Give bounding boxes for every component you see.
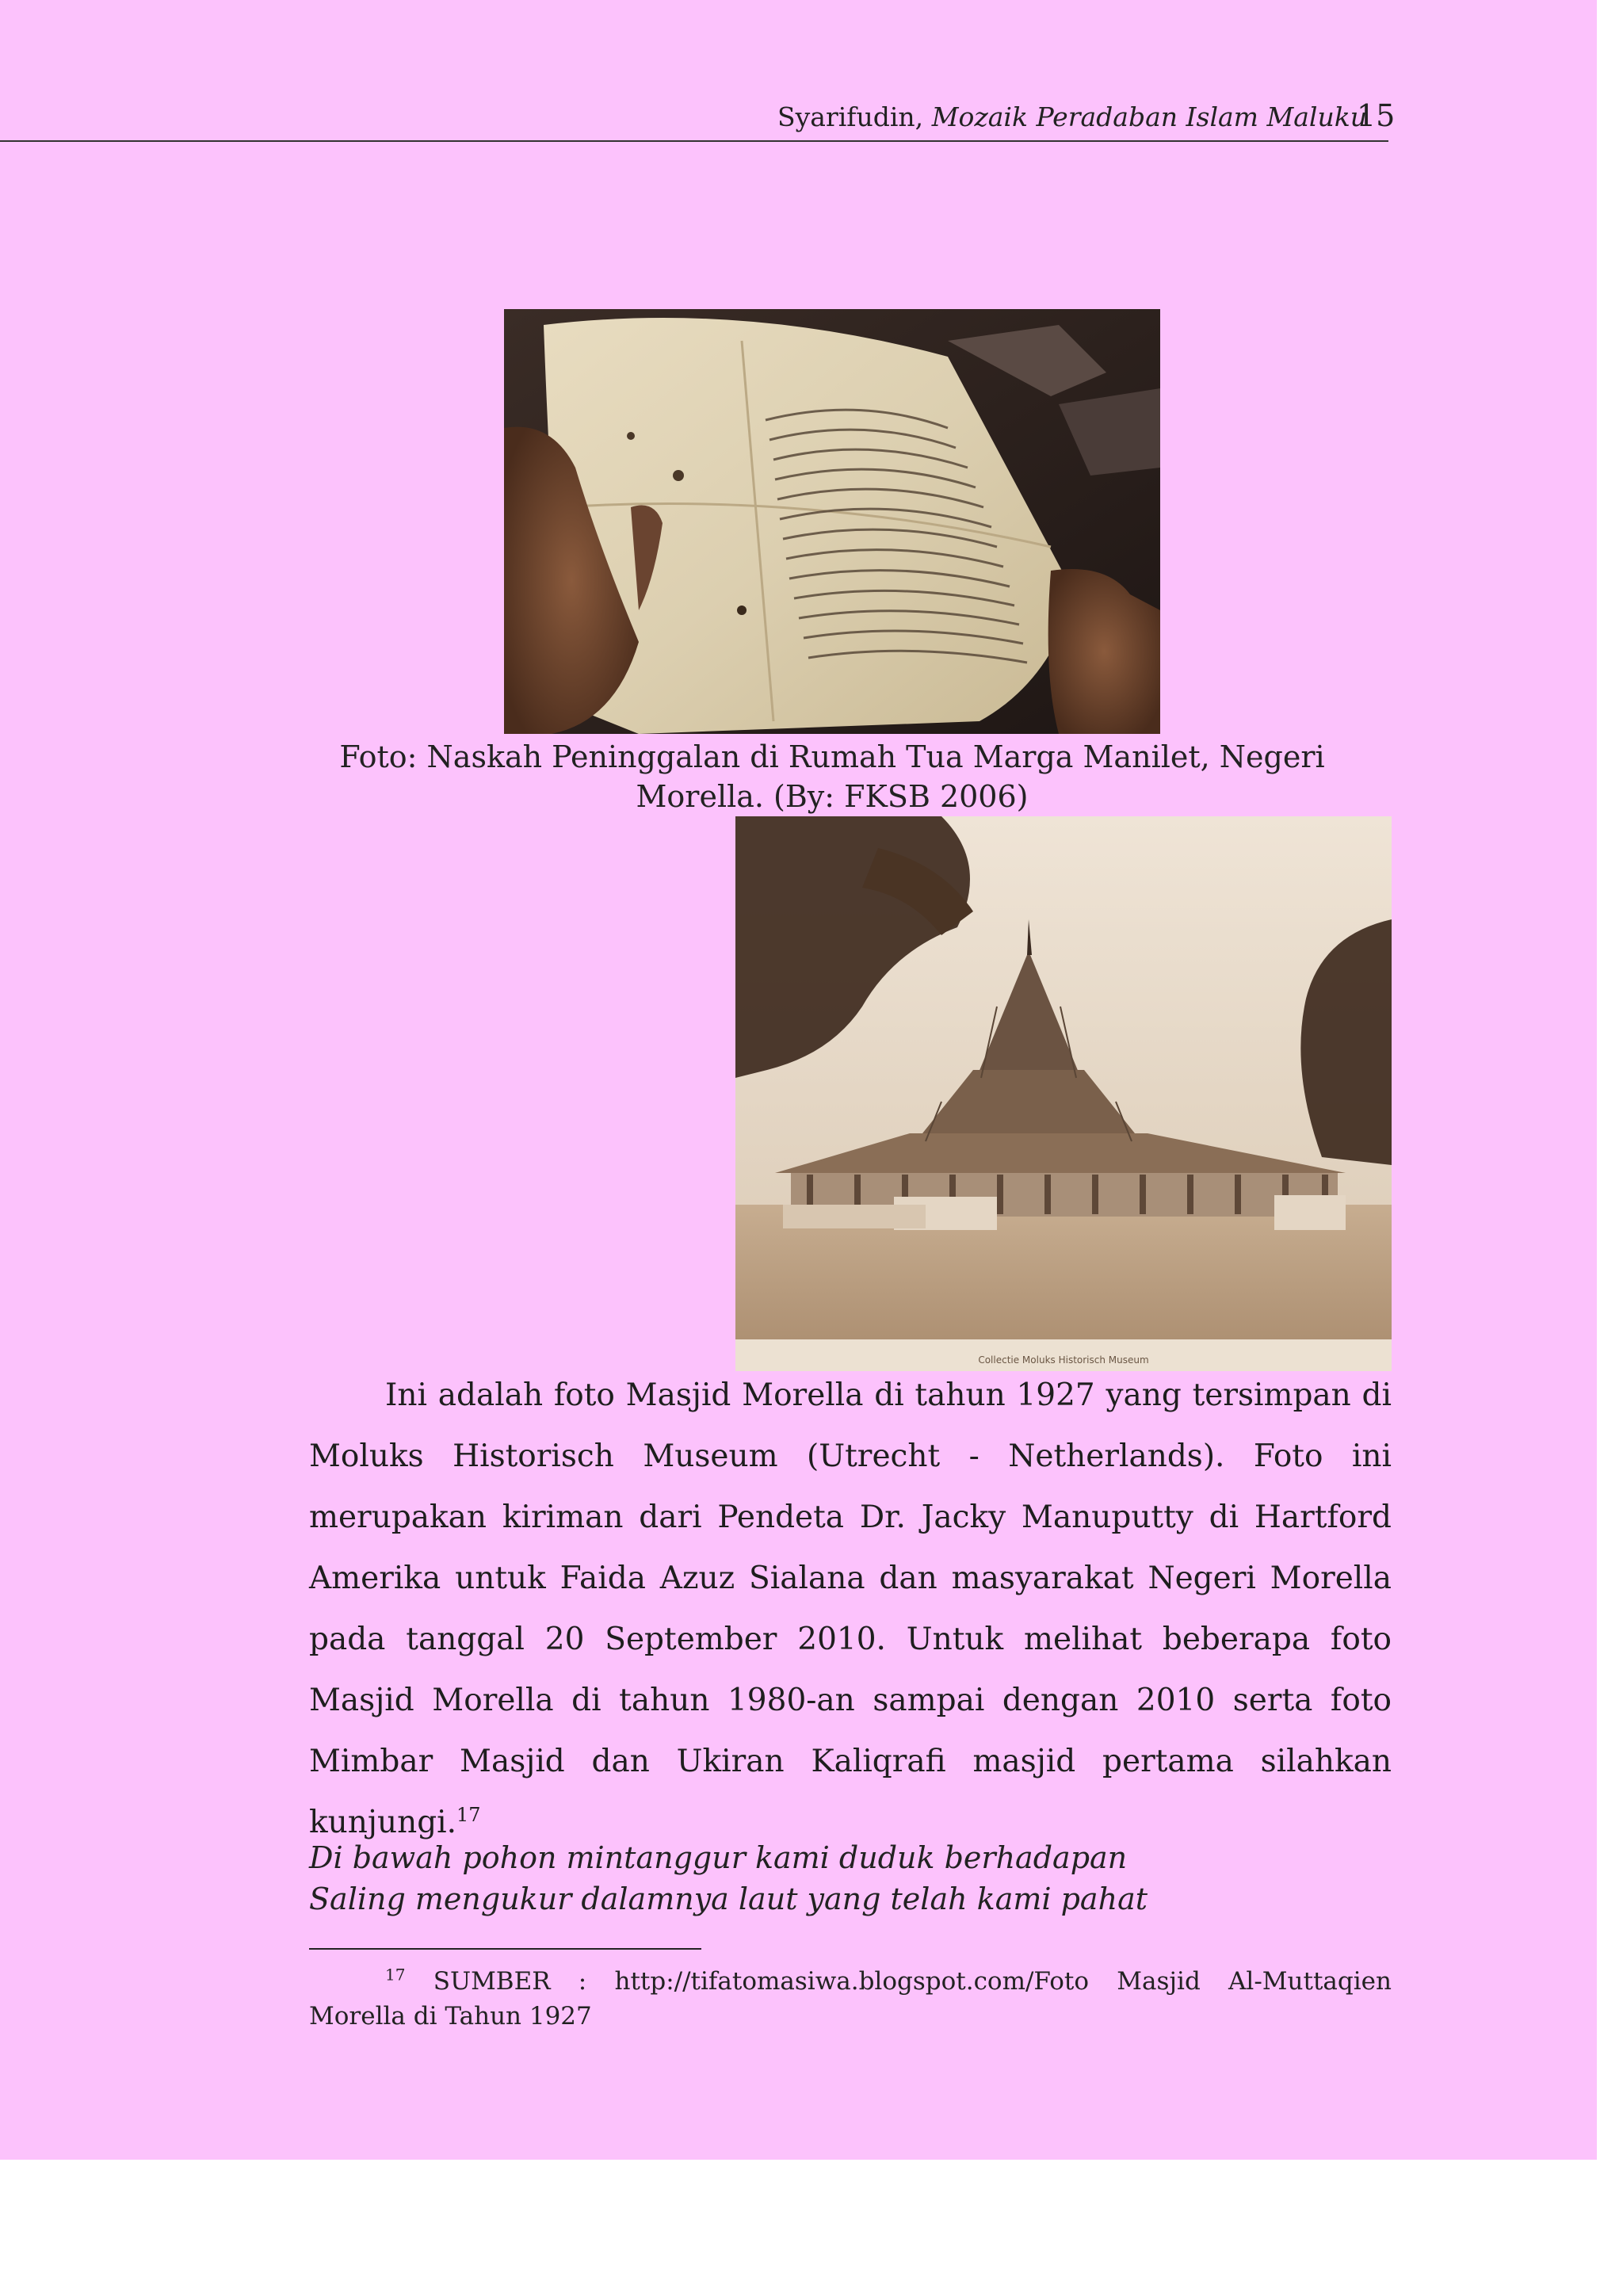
footnote bbox=[309, 1964, 1392, 2034]
mosque-photo-credit: Collectie Moluks Historisch Museum bbox=[978, 1354, 1149, 1366]
manuscript-photo-caption bbox=[317, 737, 1347, 816]
header-book-title: Mozaik Peradaban Islam Maluku bbox=[931, 101, 1367, 132]
mosque-photo bbox=[735, 816, 1392, 1371]
header-author: Syarifudin, bbox=[777, 101, 924, 132]
footnote-number: 17 bbox=[385, 1965, 406, 1985]
manuscript-photo bbox=[504, 309, 1160, 734]
caption-line-2: Morella. (By: FKSB 2006) bbox=[636, 779, 1029, 814]
poem-line-2: Saling mengukur dalamnya laut yang telah kami pahat bbox=[309, 1881, 1148, 1916]
footnote-text: SUMBER : http://tifatomasiwa.blogspot.com/Foto Masjid Al-Muttaqien Morella di Tahun 1927 bbox=[309, 1967, 1392, 2030]
page-number: 15 bbox=[1357, 98, 1396, 133]
footnote-reference[interactable]: 17 bbox=[456, 1804, 481, 1826]
header-rule bbox=[0, 140, 1388, 142]
poem-line-1: Di bawah pohon mintanggur kami duduk berhadapan bbox=[309, 1840, 1128, 1875]
body-paragraph bbox=[309, 1365, 1392, 1853]
poem-excerpt bbox=[309, 1837, 1392, 1920]
paragraph-text: Ini adalah foto Masjid Morella di tahun 1927 yang tersimpan di Moluks Historisch Museum (Utrecht - Netherlands). Foto ini merupakan kiriman dari Pendeta Dr. Jacky Manuputty di Hartford Amerika untuk Faida Azuz Sialana dan masyarakat Negeri Morella pada tanggal 20 September 2010. Untuk melihat beberapa foto Masjid Morella di tahun 1980-an sampai dengan 2010 serta foto Mimbar Masjid dan Ukiran Kaliqrafi masjid pertama silahkan kunjungi. bbox=[309, 1377, 1392, 1840]
caption-line-1: Foto: Naskah Peninggalan di Rumah Tua Marga Manilet, Negeri bbox=[339, 739, 1325, 774]
running-header bbox=[777, 101, 1367, 132]
footnote-rule bbox=[309, 1948, 701, 1950]
